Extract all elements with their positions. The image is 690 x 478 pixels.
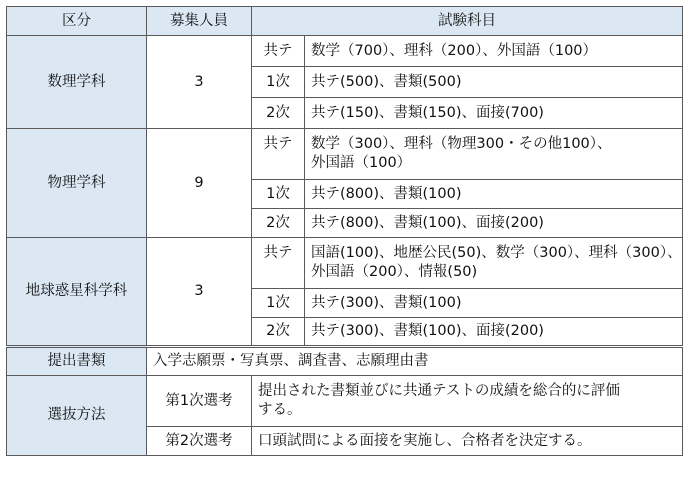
subject-detail bbox=[305, 238, 683, 289]
stage-label: 共テ bbox=[252, 129, 305, 180]
category-header: 区分 bbox=[7, 7, 147, 36]
stage-label: 1次 bbox=[252, 289, 305, 318]
first-stage-text bbox=[252, 376, 683, 427]
first-stage-line: する。 bbox=[258, 402, 302, 418]
department-name: 物理学科 bbox=[7, 129, 147, 238]
header-row bbox=[7, 7, 683, 36]
first-stage-line: 提出された書類並びに共通テストの成績を総合的に評価 bbox=[258, 383, 620, 399]
subject-detail: 共テ(150)、書類(150)、面接(700) bbox=[305, 98, 683, 129]
selection-row bbox=[7, 376, 683, 427]
documents-row bbox=[7, 347, 683, 376]
stage-label: 共テ bbox=[252, 36, 305, 67]
stage-label: 共テ bbox=[252, 238, 305, 289]
subject-detail bbox=[305, 129, 683, 180]
subject-detail: 共テ(500)、書類(500) bbox=[305, 67, 683, 98]
table-row bbox=[7, 129, 683, 180]
documents-text: 入学志願票・写真票、調査書、志願理由書 bbox=[147, 347, 683, 376]
department-name: 数理学科 bbox=[7, 36, 147, 129]
department-name: 地球惑星科学科 bbox=[7, 238, 147, 347]
stage-label: 2次 bbox=[252, 209, 305, 238]
subject-line: 外国語（200）、情報(50) bbox=[311, 264, 478, 280]
subject-detail: 数学（700）、理科（200）、外国語（100） bbox=[305, 36, 683, 67]
subject-line: 数学（300）、理科（物理300・その他100）、 bbox=[311, 136, 612, 152]
stage-label: 1次 bbox=[252, 180, 305, 209]
table-row bbox=[7, 238, 683, 289]
admission-table bbox=[6, 6, 683, 456]
subject-detail: 共テ(300)、書類(100)、面接(200) bbox=[305, 318, 683, 347]
second-stage-text: 口頭試問による面接を実施し、合格者を決定する。 bbox=[252, 427, 683, 456]
stage-label: 2次 bbox=[252, 318, 305, 347]
subjects-header: 試験科目 bbox=[252, 7, 683, 36]
subject-line: 国語(100)、地歴公民(50)、数学（300）、理科（300）、 bbox=[311, 245, 682, 261]
subject-detail: 共テ(300)、書類(100) bbox=[305, 289, 683, 318]
table-row bbox=[7, 36, 683, 67]
department-capacity: 3 bbox=[147, 36, 252, 129]
subject-detail: 共テ(800)、書類(100) bbox=[305, 180, 683, 209]
capacity-header: 募集人員 bbox=[147, 7, 252, 36]
second-stage-label: 第2次選考 bbox=[147, 427, 252, 456]
department-capacity: 3 bbox=[147, 238, 252, 347]
first-stage-label: 第1次選考 bbox=[147, 376, 252, 427]
documents-label: 提出書類 bbox=[7, 347, 147, 376]
subject-line: 外国語（100） bbox=[311, 155, 412, 171]
stage-label: 2次 bbox=[252, 98, 305, 129]
selection-label: 選抜方法 bbox=[7, 376, 147, 456]
stage-label: 1次 bbox=[252, 67, 305, 98]
subject-detail: 共テ(800)、書類(100)、面接(200) bbox=[305, 209, 683, 238]
department-capacity: 9 bbox=[147, 129, 252, 238]
